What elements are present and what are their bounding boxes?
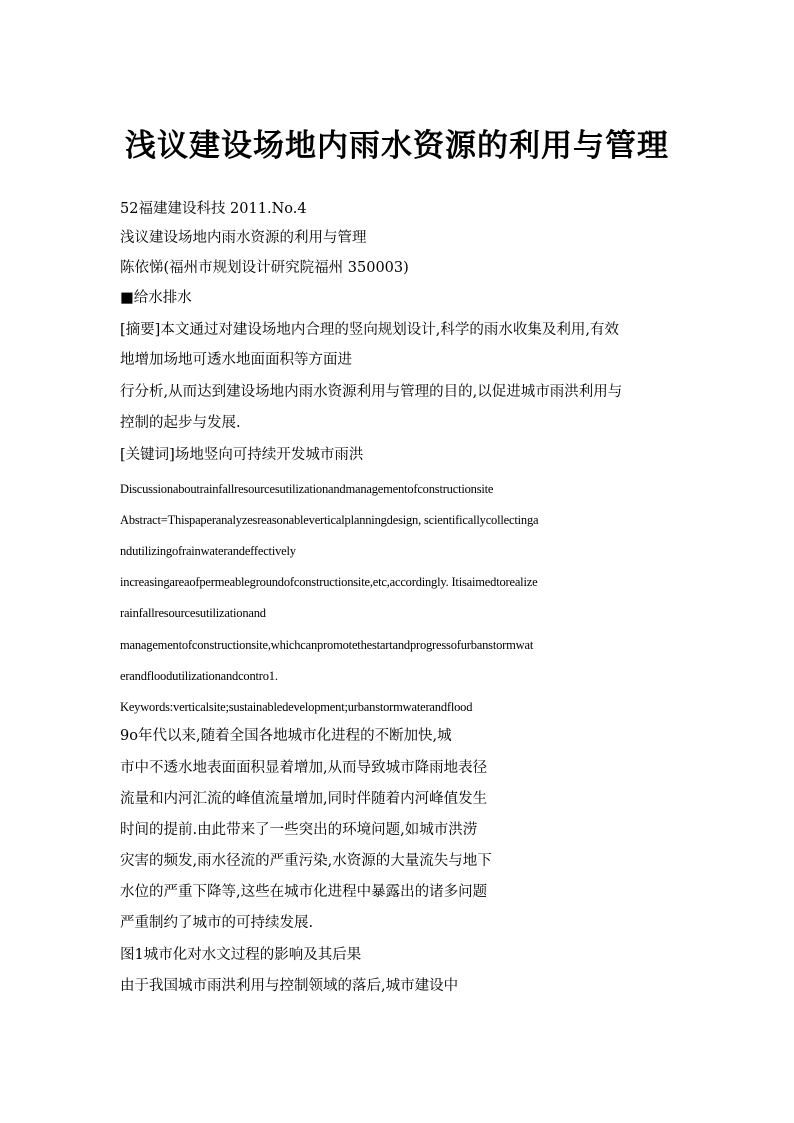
keywords-line: [关键词]场地竖向可持续开发城市雨洪: [120, 447, 364, 463]
figure-caption-line: 图1城市化对水文过程的影响及其后果: [120, 947, 362, 963]
section-line: ■给水排水: [120, 290, 192, 306]
document-title: 浅议建设场地内雨水资源的利用与管理: [125, 128, 669, 164]
english-title-line: Discussionaboutrainfallresourcesutilizationandmanagementofconstructionsite: [120, 482, 494, 496]
body-text-line: 水位的严重下降等,这些在城市化进程中暴露出的诸多问题: [120, 884, 488, 900]
body-text-line: 由于我国城市雨洪利用与控制领域的落后,城市建设中: [120, 978, 459, 994]
abstract-line: 行分析,从而达到建设场地内雨水资源利用与管理的目的,以促进城市雨洪利用与: [120, 384, 623, 400]
english-abstract-line: rainfallresourcesutilizationand: [120, 606, 266, 620]
english-abstract-line: Abstract=Thispaperanalyzesreasonableverticalplanningdesign, scientificallycollectinga: [120, 513, 539, 527]
author-line: 陈依悌(福州市规划设计研究院福州 350003): [120, 260, 409, 276]
body-text-line: 时间的提前.由此带来了一些突出的环境问题,如城市洪涝: [120, 822, 478, 838]
abstract-line: [摘要]本文通过对建设场地内合理的竖向规划设计,科学的雨水收集及利用,有效: [120, 322, 620, 338]
body-text-line: 流量和内河汇流的峰值流量增加,同时伴随着内河峰值发生: [120, 791, 488, 807]
english-abstract-line: erandfloodutilizationandcontro1.: [120, 669, 278, 683]
english-abstract-line: ndutilizingofrainwaterandeffectively: [120, 544, 296, 558]
english-abstract-line: increasingareaofpermeablegroundofconstructionsite,etc,accordingly. Itisaimedtorealize: [120, 575, 538, 589]
english-keywords-line: Keywords:verticalsite;sustainabledevelopment;urbanstormwaterandflood: [120, 700, 473, 714]
english-abstract-line: managementofconstructionsite,whichcanpromotethestartandprogressofurbanstormwat: [120, 638, 534, 652]
body-text-line: 严重制约了城市的可持续发展.: [120, 915, 314, 931]
abstract-line: 控制的起步与发展.: [120, 415, 241, 431]
article-title-line: 浅议建设场地内雨水资源的利用与管理: [120, 230, 367, 246]
journal-info-line: 52福建建设科技 2011.No.4: [120, 201, 307, 217]
body-text-line: 市中不透水地表面面积显着增加,从而导致城市降雨地表径: [120, 760, 488, 776]
abstract-line: 地增加场地可透水地面面积等方面进: [120, 352, 352, 368]
body-text-line: 9o年代以来,随着全国各地城市化进程的不断加快,城: [120, 728, 452, 744]
body-text-line: 灾害的频发,雨水径流的严重污染,水资源的大量流失与地下: [120, 853, 492, 869]
